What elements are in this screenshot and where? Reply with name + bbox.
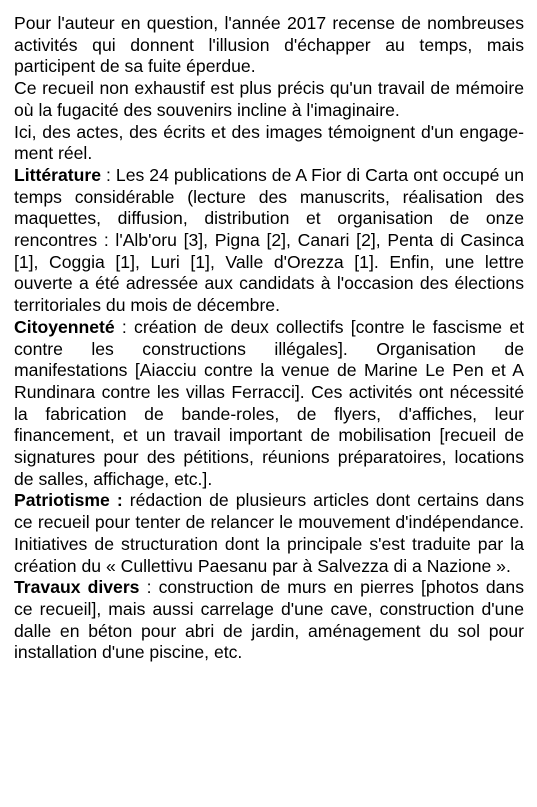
patriotisme-paragraph xyxy=(14,490,524,577)
litterature-heading: Littérature xyxy=(14,164,102,185)
litterature-paragraph xyxy=(14,165,524,317)
patriotisme-text: rédaction de plusieurs articles dont certains dans ce recueil pour tenter de relancer le mouvement d'indépendance. Initiatives de structuration dont la principale s'est traduite par la création du « Cullettivu Paesanu par à Salvezza di a Nazione ». xyxy=(14,490,524,576)
engagement-text: Ici, des actes, des écrits et des images témoignent d'un engage-ment réel. xyxy=(14,121,524,164)
scope-paragraph xyxy=(14,78,524,121)
patriotisme-heading: Patriotisme : xyxy=(14,490,123,511)
travaux-divers-paragraph xyxy=(14,577,524,664)
travaux-divers-heading: Travaux divers xyxy=(14,577,140,598)
citoyennete-heading: Citoyenneté xyxy=(14,316,115,337)
citoyennete-text: : création de deux collectifs [contre le fascisme et contre les constructions illégales]. Organisation de manifestations [Aiacciu contre la venue de Marine Le Pen et A Rundinara contre les villas Ferracci]. Ces activités ont nécessité la fabrication de bande-roles, de flyers, d'affiches, leur financement, et un travail important de mobilisation [recueil de signatures pour des pétitions, réunions préparatoires, locations de salles, affichage, etc.]. xyxy=(14,316,524,489)
intro-paragraph xyxy=(14,13,524,78)
engagement-paragraph xyxy=(14,122,524,165)
travaux-divers-text: : construction de murs en pierres [photos dans ce recueil], mais aussi carrelage d'une cave, construction d'une dalle en béton pour abri de jardin, aménagement du sol pour installation d'une piscine, etc. xyxy=(14,577,525,663)
intro-text: Pour l'auteur en question, l'année 2017 recense de nombreuses activités qui donnent l'illusion d'échapper au temps, mais participent de sa fuite éperdue. xyxy=(14,13,524,77)
citoyennete-paragraph xyxy=(14,317,524,491)
scope-text: Ce recueil non exhaustif est plus précis qu'un travail de mémoire où la fugacité des souvenirs incline à l'imaginaire. xyxy=(14,78,524,120)
litterature-text: : Les 24 publications de A Fior di Carta ont occupé un temps considérable (lecture des manuscrits, réalisation des maquettes, diffusion, distribution et organisation de onze rencontres : l'Alb'oru [3], Pigna [2], Canari [2], Penta di Casinca [1], Coggia [1], Luri [1], Valle d'Orezza [1]. Enfin, une lettre ouverte a été adressée aux candidats à l'occasion des élections territoriales du mois de décembre. xyxy=(14,164,524,316)
